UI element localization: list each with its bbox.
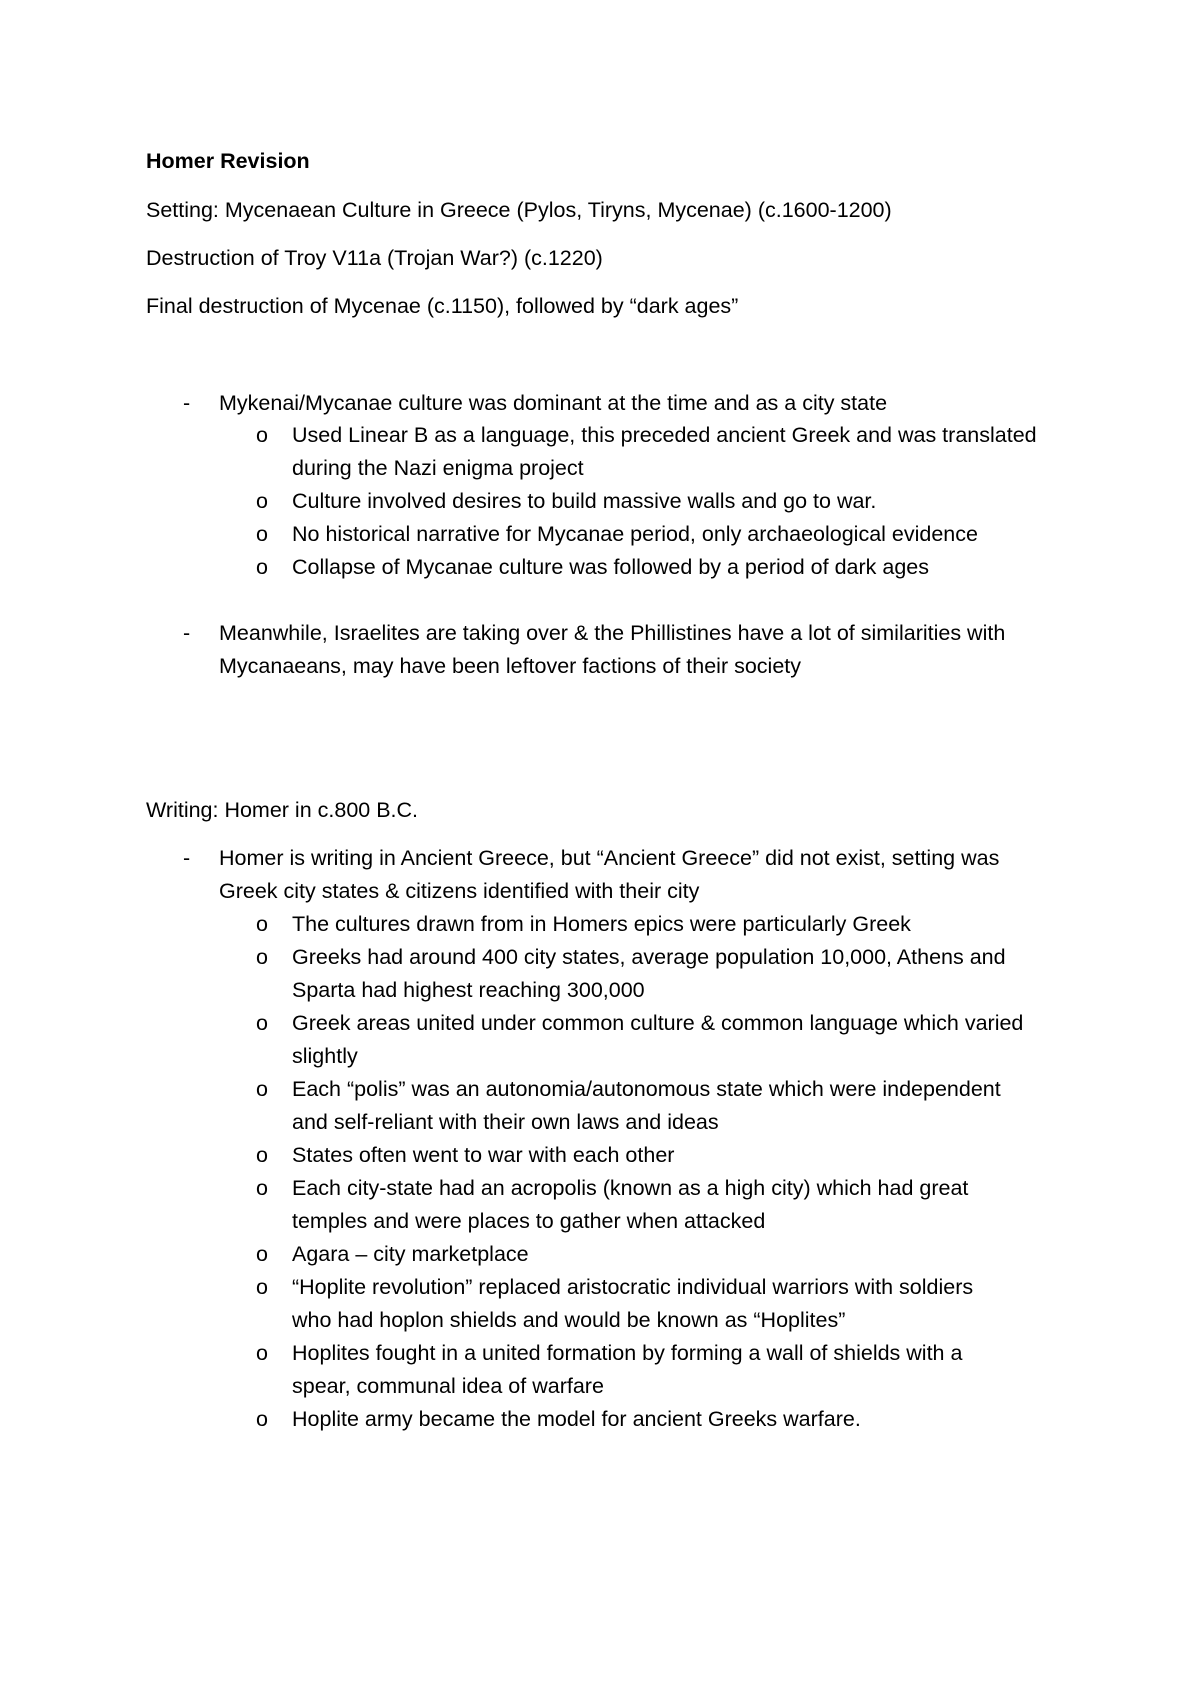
sub-list-item-continuation: slightly [292,1044,358,1068]
sub-bullet-marker: o [256,1011,268,1035]
sub-list-item: No historical narrative for Mycanae period, only archaeological evidence [292,522,978,546]
sub-list-item: Each “polis” was an autonomia/autonomous state which were independent [292,1077,1001,1101]
sub-list-item: Greek areas united under common culture & common language which varied [292,1011,1024,1035]
setting-line: Setting: Mycenaean Culture in Greece (Pylos, Tiryns, Mycenae) (c.1600-1200) [146,198,892,222]
list-item-continuation: Mycanaeans, may have been leftover factions of their society [219,654,802,678]
list-item: Meanwhile, Israelites are taking over & the Phillistines have a lot of similarities with [219,621,1006,645]
sub-list-item: Culture involved desires to build massive walls and go to war. [292,489,877,513]
bullet-dash: - [183,391,191,415]
sub-list-item-continuation: temples and were places to gather when attacked [292,1209,766,1233]
bullet-dash: - [183,621,191,645]
sub-list-item-continuation: who had hoplon shields and would be known as “Hoplites” [292,1308,846,1332]
list-item: Homer is writing in Ancient Greece, but “Ancient Greece” did not exist, setting was [219,846,1000,870]
sub-bullet-marker: o [256,489,268,513]
sub-bullet-marker: o [256,945,268,969]
sub-bullet-marker: o [256,1143,268,1167]
sub-list-item-continuation: Sparta had highest reaching 300,000 [292,978,645,1002]
sub-list-item: Each city-state had an acropolis (known as a high city) which had great [292,1176,969,1200]
sub-list-item: Greeks had around 400 city states, average population 10,000, Athens and [292,945,1006,969]
sub-list-item: The cultures drawn from in Homers epics were particularly Greek [292,912,911,936]
writing-heading: Writing: Homer in c.800 B.C. [146,798,419,822]
list-item: Mykenai/Mycanae culture was dominant at the time and as a city state [219,391,888,415]
document-title: Homer Revision [146,149,310,173]
sub-list-item: Hoplite army became the model for ancient Greeks warfare. [292,1407,861,1431]
sub-list-item: Agara – city marketplace [292,1242,529,1266]
sub-bullet-marker: o [256,1341,268,1365]
sub-bullet-marker: o [256,555,268,579]
sub-bullet-marker: o [256,1242,268,1266]
sub-bullet-marker: o [256,423,268,447]
list-item-continuation: Greek city states & citizens identified with their city [219,879,700,903]
sub-bullet-marker: o [256,522,268,546]
destruction-mycenae-line: Final destruction of Mycenae (c.1150), followed by “dark ages” [146,294,739,318]
sub-list-item: Hoplites fought in a united formation by forming a wall of shields with a [292,1341,963,1365]
sub-list-item: Collapse of Mycanae culture was followed by a period of dark ages [292,555,929,579]
sub-bullet-marker: o [256,1275,268,1299]
sub-bullet-marker: o [256,1077,268,1101]
sub-list-item: “Hoplite revolution” replaced aristocratic individual warriors with soldiers [292,1275,974,1299]
sub-list-item-continuation: during the Nazi enigma project [292,456,584,480]
destruction-troy-line: Destruction of Troy V11a (Trojan War?) (c.1220) [146,246,603,270]
bullet-dash: - [183,846,191,870]
sub-list-item: Used Linear B as a language, this preceded ancient Greek and was translated [292,423,1037,447]
sub-list-item: States often went to war with each other [292,1143,675,1167]
sub-list-item-continuation: and self-reliant with their own laws and ideas [292,1110,719,1134]
sub-bullet-marker: o [256,1407,268,1431]
sub-bullet-marker: o [256,1176,268,1200]
sub-list-item-continuation: spear, communal idea of warfare [292,1374,604,1398]
sub-bullet-marker: o [256,912,268,936]
